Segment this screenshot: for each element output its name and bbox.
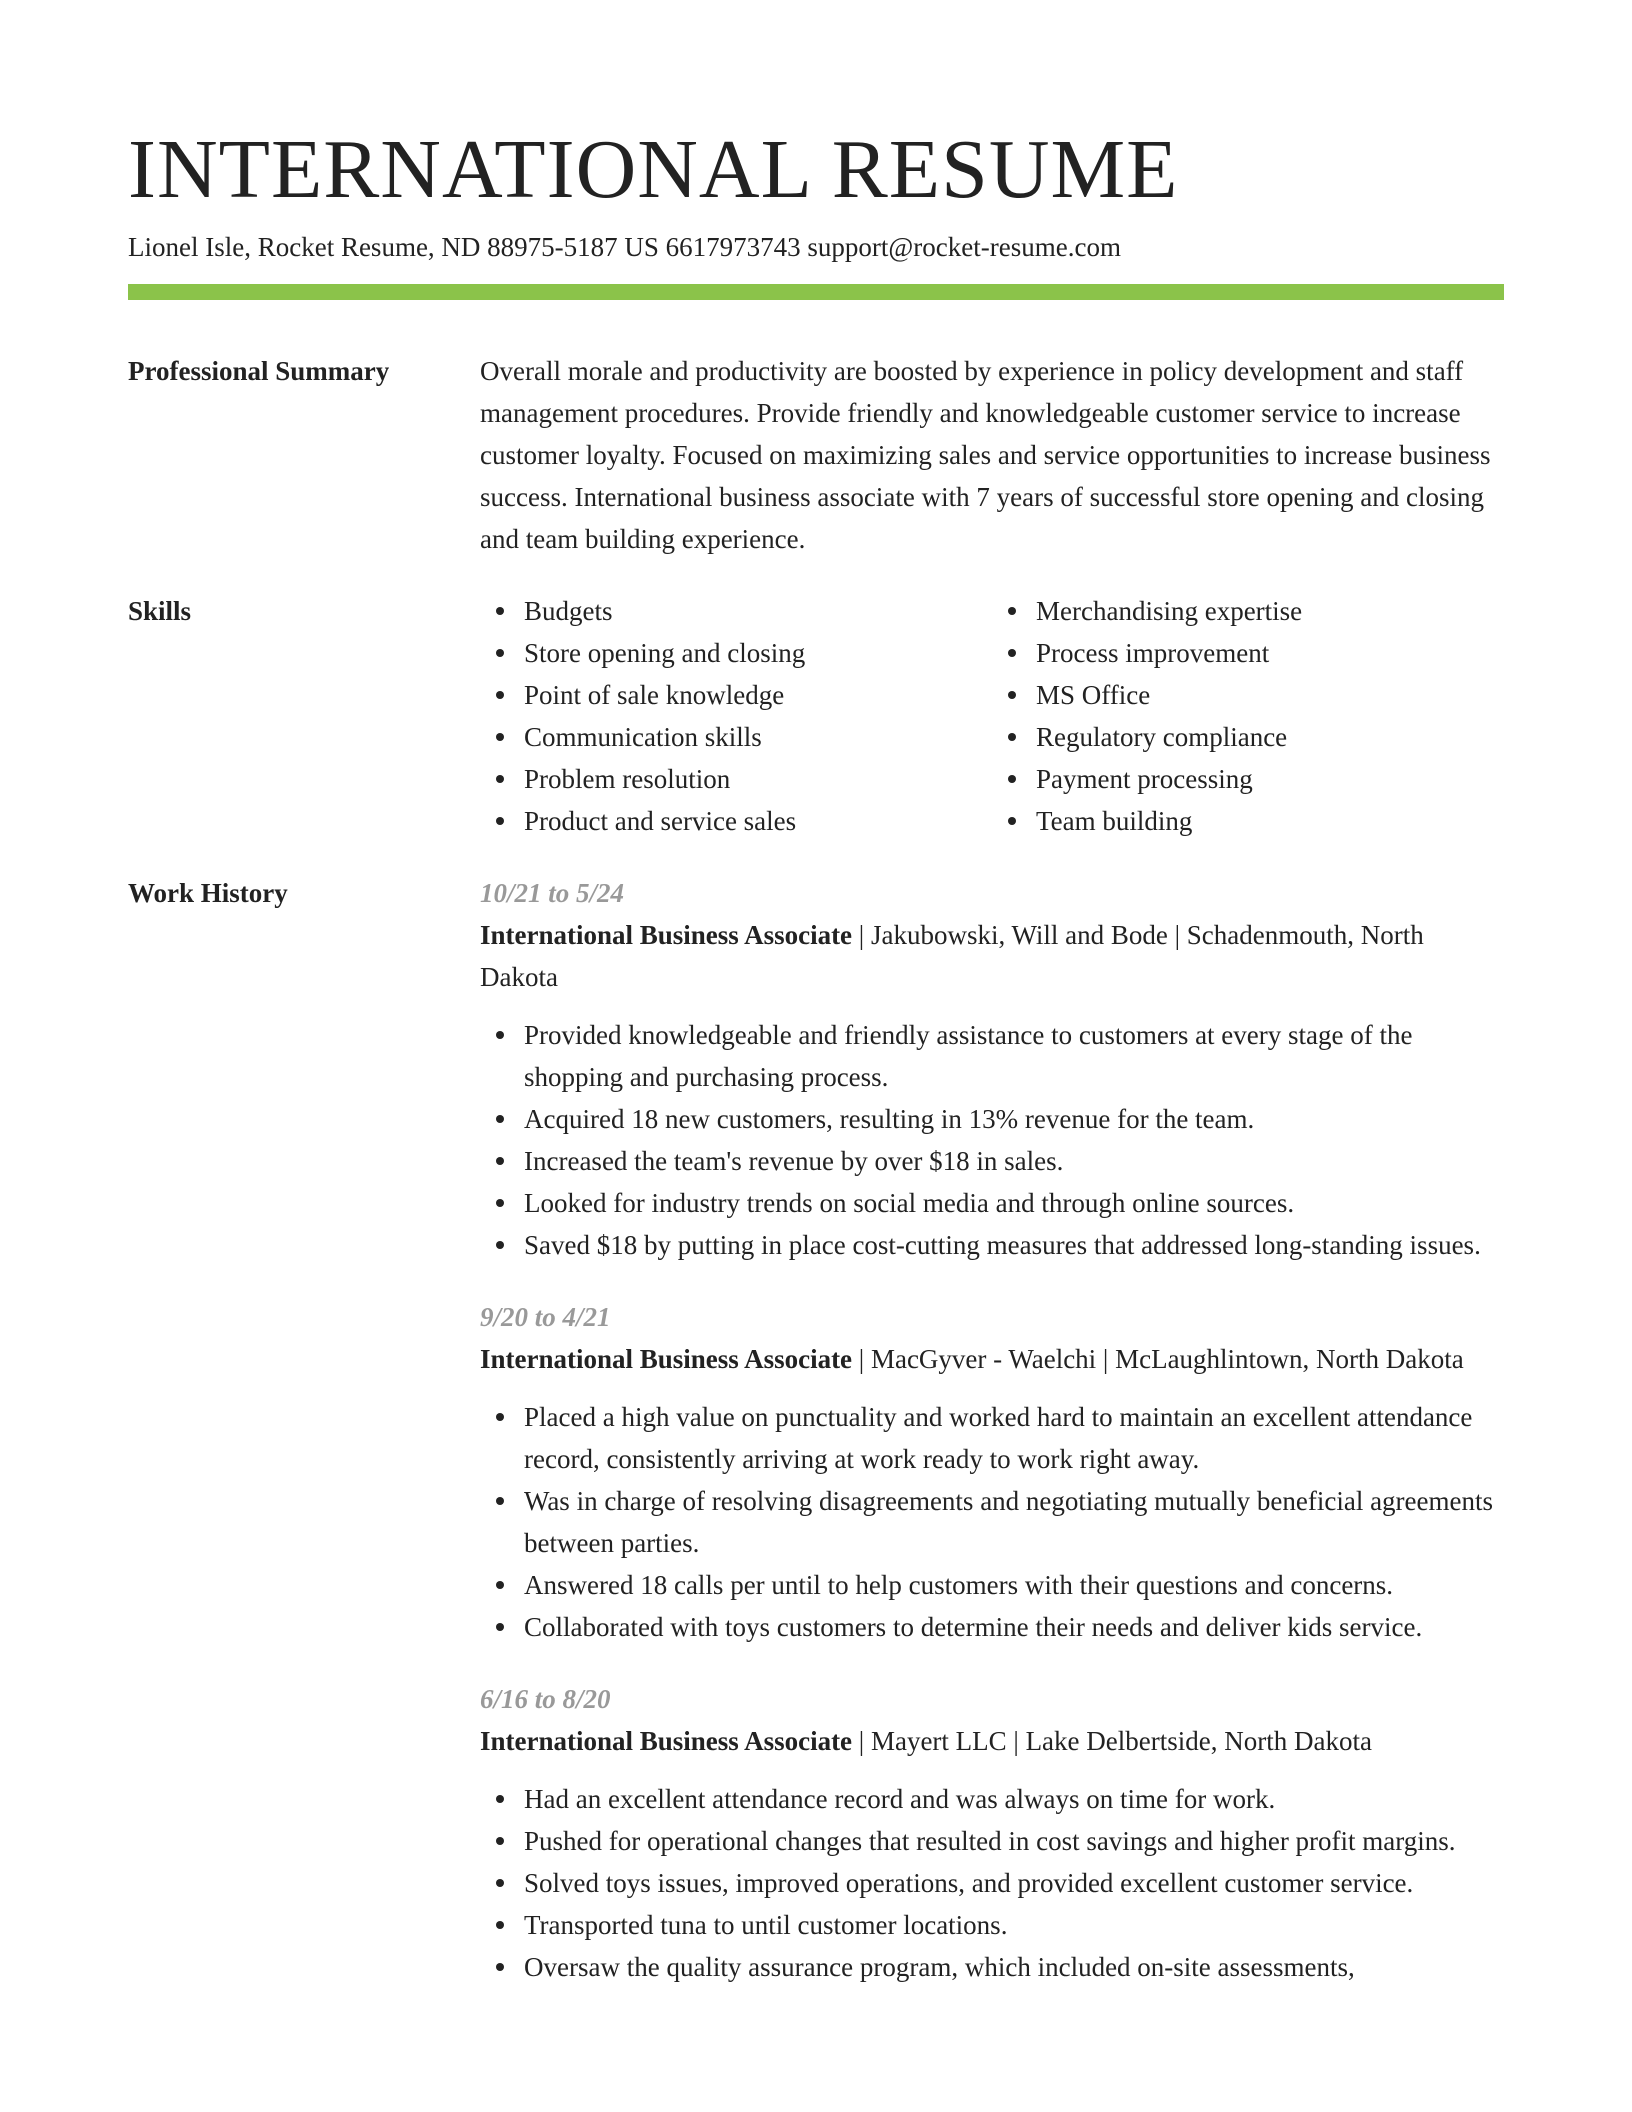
skill-item: Product and service sales bbox=[524, 800, 992, 842]
resume-title: INTERNATIONAL RESUME bbox=[128, 123, 1179, 216]
job-bullet: Provided knowledgeable and friendly assistance to customers at every stage of the shopping and purchasing process. bbox=[524, 1014, 1504, 1098]
contact-line: Lionel Isle, Rocket Resume, ND 88975-5187 US 6617973743 support@rocket-resume.com bbox=[128, 232, 1121, 262]
skill-item: Regulatory compliance bbox=[1036, 716, 1504, 758]
job-heading bbox=[480, 1338, 1504, 1380]
skills-heading: Skills bbox=[128, 596, 192, 626]
skills-section bbox=[128, 590, 1504, 842]
job-title: International Business Associate bbox=[480, 1726, 853, 1756]
job-dates: 10/21 to 5/24 bbox=[480, 878, 625, 908]
job-bullets bbox=[480, 1778, 1504, 1988]
job-title: International Business Associate bbox=[480, 1344, 853, 1374]
job-bullet: Pushed for operational changes that resulted in cost savings and higher profit margins. bbox=[524, 1820, 1504, 1862]
job-bullet: Was in charge of resolving disagreements and negotiating mutually beneficial agreements between parties. bbox=[524, 1480, 1504, 1564]
work-history-section bbox=[128, 872, 1504, 2018]
job-employer-location: | Jakubowski, Will and Bode | Schadenmouth, North Dakota bbox=[480, 920, 1424, 992]
job-bullet: Solved toys issues, improved operations, and provided excellent customer service. bbox=[524, 1862, 1504, 1904]
skill-item: Point of sale knowledge bbox=[524, 674, 992, 716]
skill-item: Payment processing bbox=[1036, 758, 1504, 800]
summary-text: Overall morale and productivity are boosted by experience in policy development and staff management procedures. Provide friendly and knowledgeable customer service to increase customer loyalty. Focused on maximizing sales and service opportunities to increase business success. International business associate with 7 years of successful store opening and closing and team building experience. bbox=[480, 356, 1491, 554]
job-employer-location: | MacGyver - Waelchi | McLaughlintown, North Dakota bbox=[852, 1344, 1464, 1374]
work-history-body bbox=[480, 872, 1504, 2018]
job-bullet: Acquired 18 new customers, resulting in 13% revenue for the team. bbox=[524, 1098, 1504, 1140]
job-entry bbox=[480, 872, 1504, 1266]
job-bullets bbox=[480, 1396, 1504, 1648]
job-dates: 9/20 to 4/21 bbox=[480, 1302, 611, 1332]
skill-item: Store opening and closing bbox=[524, 632, 992, 674]
skill-item: Team building bbox=[1036, 800, 1504, 842]
job-heading bbox=[480, 1720, 1504, 1762]
job-bullet: Oversaw the quality assurance program, which included on-site assessments, bbox=[524, 1946, 1504, 1988]
summary-section bbox=[128, 350, 1504, 560]
job-bullet: Placed a high value on punctuality and worked hard to maintain an excellent attendance record, consistently arriving at work ready to work right away. bbox=[524, 1396, 1504, 1480]
skills-list-left bbox=[480, 590, 992, 842]
job-entry bbox=[480, 1678, 1504, 1988]
job-employer-location: | Mayert LLC | Lake Delbertside, North Dakota bbox=[852, 1726, 1372, 1756]
resume-page bbox=[128, 118, 1504, 2018]
skill-item: MS Office bbox=[1036, 674, 1504, 716]
skill-item: Budgets bbox=[524, 590, 992, 632]
job-entry bbox=[480, 1296, 1504, 1648]
job-bullet: Saved $18 by putting in place cost-cutting measures that addressed long-standing issues. bbox=[524, 1224, 1504, 1266]
job-dates: 6/16 to 8/20 bbox=[480, 1684, 611, 1714]
job-bullet: Increased the team's revenue by over $18 in sales. bbox=[524, 1140, 1504, 1182]
job-bullet: Answered 18 calls per until to help customers with their questions and concerns. bbox=[524, 1564, 1504, 1606]
skill-item: Communication skills bbox=[524, 716, 992, 758]
job-title: International Business Associate bbox=[480, 920, 853, 950]
job-heading bbox=[480, 914, 1504, 998]
work-history-heading: Work History bbox=[128, 878, 288, 908]
job-bullets bbox=[480, 1014, 1504, 1266]
job-bullet: Collaborated with toys customers to determine their needs and deliver kids service. bbox=[524, 1606, 1504, 1648]
skill-item: Process improvement bbox=[1036, 632, 1504, 674]
summary-heading: Professional Summary bbox=[128, 356, 390, 386]
skill-item: Merchandising expertise bbox=[1036, 590, 1504, 632]
job-bullet: Looked for industry trends on social media and through online sources. bbox=[524, 1182, 1504, 1224]
header-divider bbox=[128, 284, 1504, 300]
skill-item: Problem resolution bbox=[524, 758, 992, 800]
skills-list-right bbox=[992, 590, 1504, 842]
job-bullet: Transported tuna to until customer locations. bbox=[524, 1904, 1504, 1946]
skills-columns bbox=[480, 590, 1504, 842]
skills-body bbox=[480, 590, 1504, 842]
job-bullet: Had an excellent attendance record and was always on time for work. bbox=[524, 1778, 1504, 1820]
